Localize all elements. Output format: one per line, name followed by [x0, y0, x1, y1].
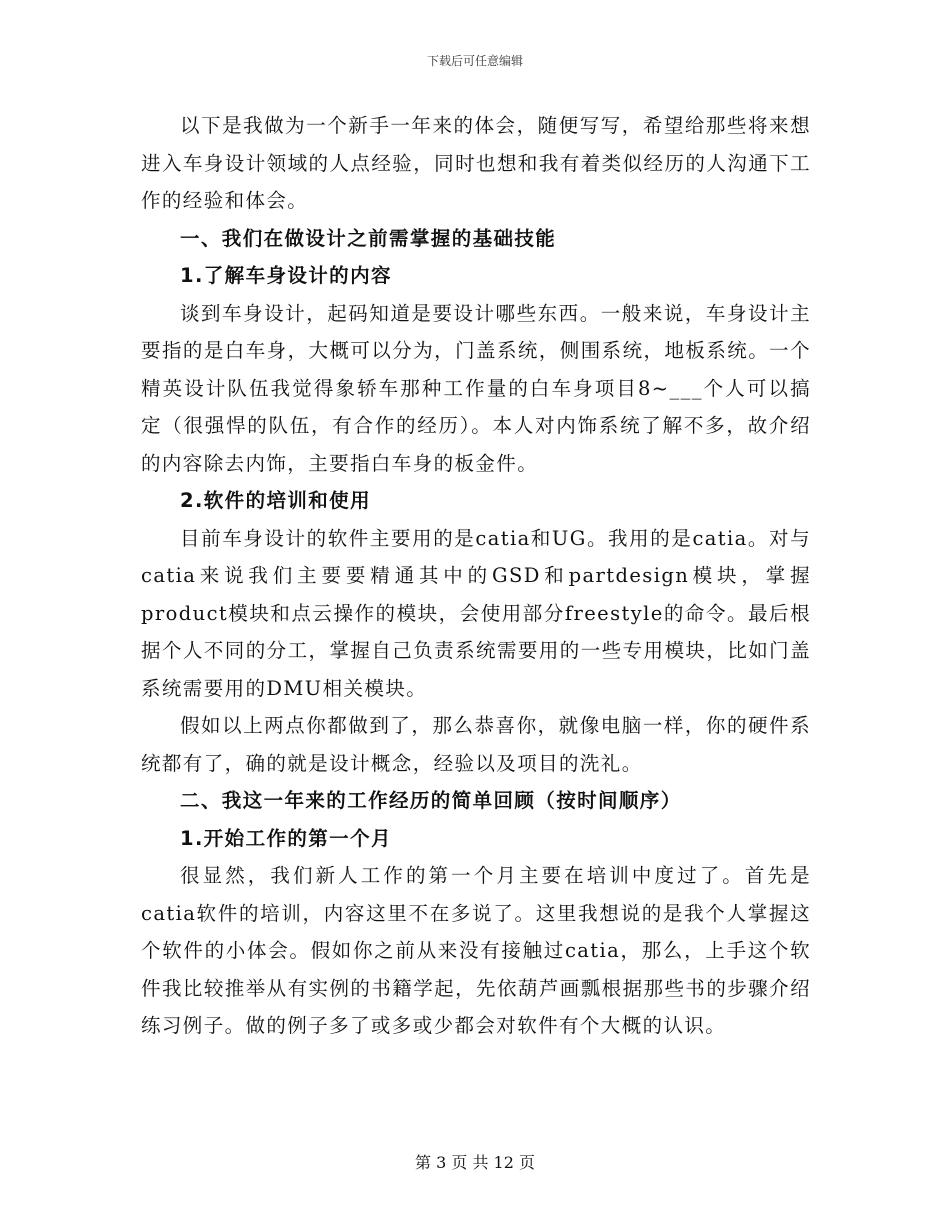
subsection-heading-3: 1.开始工作的第一个月	[180, 826, 392, 850]
section-heading-2: 二、我这一年来的工作经历的简单回顾（按时间顺序）	[180, 789, 682, 812]
document-body	[141, 107, 811, 1045]
page-header-note: 下载后可任意编辑	[426, 54, 523, 68]
subsection-heading-1: 1.了解车身设计的内容	[180, 264, 392, 287]
page-number-footer: 第 3 页 共 12 页	[415, 1153, 535, 1172]
intro-paragraph: 以下是我做为一个新手一年来的体会，随便写写，希望给那些将来想进入车身设计领域的人点经验，同时也想和我有着类似经历的人沟通下工作的经验和体会。	[141, 114, 811, 212]
subsection-2-paragraph-2: 假如以上两点你都做到了，那么恭喜你，就像电脑一样，你的硬件系统都有了，确的就是设计概念，经验以及项目的洗礼。	[141, 714, 811, 775]
subsection-heading-2: 2.软件的培训和使用	[180, 489, 371, 512]
subsection-3-paragraph: 很显然，我们新人工作的第一个月主要在培训中度过了。首先是catia软件的培训，内容这里不在多说了。这里我想说的是我个人掌握这个软件的小体会。假如你之前从来没有接触过catia，那么，上手这个软件我比较推举从有实例的书籍学起，先依葫芦画瓢根据那些书的步骤介绍练习例子。做的例子多了或多或少都会对软件有个大概的认识。	[141, 864, 811, 1037]
subsection-2-paragraph: 目前车身设计的软件主要用的是catia和UG。我用的是catia。对与catia来说我们主要要精通其中的GSD和partdesign模块，掌握product模块和点云操作的模块，会使用部分freestyle的命令。最后根据个人不同的分工，掌握自己负责系统需要用的一些专用模块，比如门盖系统需要用的DMU相关模块。	[141, 526, 811, 700]
section-heading-1: 一、我们在做设计之前需掌握的基础技能	[180, 226, 557, 250]
subsection-1-paragraph: 谈到车身设计，起码知道是要设计哪些东西。一般来说，车身设计主要指的是白车身，大概可以分为，门盖系统，侧围系统，地板系统。一个精英设计队伍我觉得象轿车那种工作量的白车身项目8~___个人可以搞定（很强悍的队伍，有合作的经历）。本人对内饰系统了解不多，故介绍的内容除去内饰，主要指白车身的板金件。	[141, 301, 811, 475]
